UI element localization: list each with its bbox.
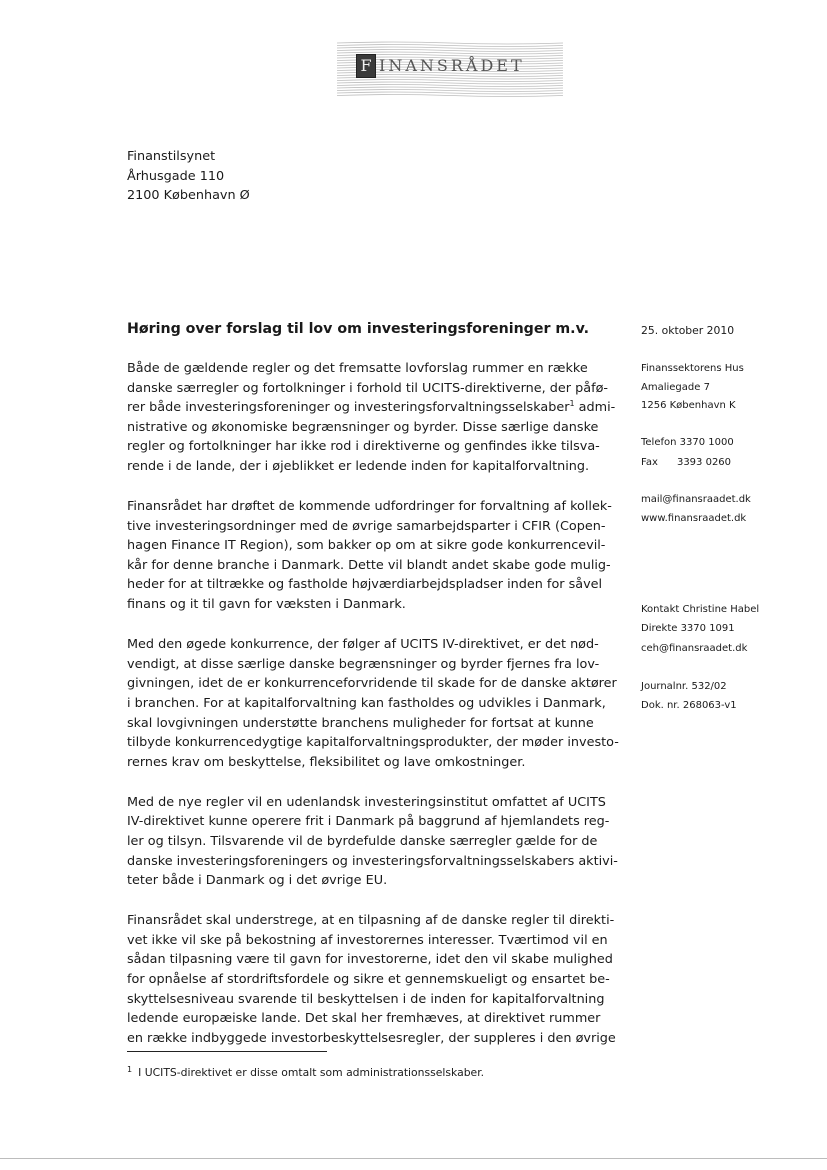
sender-address-line: Amaliegade 7 bbox=[641, 382, 710, 393]
sender-address-line: Finanssektorens Hus bbox=[641, 363, 744, 374]
body-line: ledende europæiske lande. Det skal her fremhæves, at direktivet rummer bbox=[127, 1011, 601, 1027]
document-number: Dok. nr. 268063-v1 bbox=[641, 700, 737, 711]
body-line: IV-direktivet kunne operere frit i Danmark på baggrund af hjemlandets reg- bbox=[127, 814, 610, 830]
recipient-line: 2100 København Ø bbox=[127, 188, 250, 203]
body-line: givningen, idet de er konkurrenceforvridende til skade for de danske aktører bbox=[127, 676, 617, 692]
body-line: vet ikke vil ske på bekostning af investorernes interesser. Tværtimod vil en bbox=[127, 932, 608, 948]
body-line: Med de nye regler vil en udenlandsk investeringsinstitut omfattet af UCITS bbox=[127, 794, 606, 810]
contact-direct-phone: Direkte 3370 1091 bbox=[641, 623, 735, 634]
footnote-text: I UCITS-direktivet er disse omtalt som administrationsselskaber. bbox=[138, 1066, 485, 1079]
body-paragraph bbox=[127, 635, 617, 772]
body-line: heder for at tiltrække og fastholde højværdiarbejdspladser inden for såvel bbox=[127, 577, 603, 593]
body-line: vendigt, at disse særlige danske begrænsninger og byrder fjernes fra lov- bbox=[127, 656, 600, 672]
sender-phone: Telefon 3370 1000 bbox=[641, 437, 734, 448]
body-line: kår for denne branche i Danmark. Dette vil blandt andet skabe gode mulig- bbox=[127, 557, 611, 573]
body-paragraph bbox=[127, 793, 617, 891]
footnote bbox=[127, 1066, 484, 1079]
body-paragraph bbox=[127, 911, 617, 1048]
body-line: danske særregler og fortolkninger i forhold til UCITS-direktiverne, der påfø- bbox=[127, 380, 609, 396]
footnote-divider bbox=[127, 1051, 327, 1052]
body-line: Både de gældende regler og det fremsatte lovforslag rummer en række bbox=[127, 361, 588, 376]
body-line: rer både investeringsforeninger og investeringsforvaltningsselskaber$^1$ admi- bbox=[127, 399, 616, 416]
sender-address-line: 1256 København K bbox=[641, 400, 736, 411]
body-line: sådan tilpasning være til gavn for investorerne, idet den vil skabe mulighed bbox=[127, 952, 613, 968]
body-line: en række indbyggede investorbeskyttelsesregler, der suppleres i den øvrige bbox=[127, 1030, 616, 1046]
body-line: hagen Finance IT Region), som bakker op om at sikre gode konkurrencevil- bbox=[127, 538, 606, 554]
logo-wordmark bbox=[356, 54, 525, 78]
body-line: finans og it til gavn for væksten i Danmark. bbox=[127, 597, 406, 613]
body-line: regler og fortolkninger har ikke rod i direktiverne og genfindes ikke tilsva- bbox=[127, 439, 600, 455]
body-line: Finansrådet skal understrege, at en tilpasning af de danske regler til direkti- bbox=[127, 913, 615, 929]
recipient-line: Århusgade 110 bbox=[127, 168, 225, 184]
footnote-number: 1 bbox=[127, 1065, 133, 1074]
sender-email: mail@finansraadet.dk bbox=[641, 494, 751, 505]
body-line: nistrative og økonomiske begrænsninger og byrder. Disse særlige danske bbox=[127, 419, 599, 435]
body-line: tive investeringsordninger med de øvrige samarbejdsparter i CFIR (Copen- bbox=[127, 518, 606, 534]
contact-email: ceh@finansraadet.dk bbox=[641, 643, 748, 654]
letter-date: 25. oktober 2010 bbox=[641, 324, 735, 337]
recipient-line: Finanstilsynet bbox=[127, 149, 216, 164]
body-line: rende i de lande, der i øjeblikket er ledende inden for kapitalforvaltning. bbox=[127, 458, 590, 474]
body-line: teter både i Danmark og i det øvrige EU. bbox=[127, 873, 388, 889]
letter-title: Høring over forslag til lov om investeringsforeninger m.v. bbox=[127, 321, 590, 337]
logo-name: INANSRÅDET bbox=[379, 56, 525, 75]
body-line: skal lovgivningen understøtte branchens muligheder for fortsat at kunne bbox=[127, 715, 594, 731]
letter-body bbox=[127, 359, 617, 1069]
recipient-address bbox=[127, 147, 250, 206]
logo-initial: F bbox=[356, 54, 376, 78]
sender-fax: Fax 3393 0260 bbox=[641, 457, 732, 468]
body-line: Med den øgede konkurrence, der følger af UCITS IV-direktivet, er det nød- bbox=[127, 637, 599, 653]
footnote-reference: 1 bbox=[569, 399, 575, 409]
body-line: tilbyde konkurrencedygtige kapitalforvaltningsprodukter, der møder investo- bbox=[127, 735, 619, 751]
contact-person: Kontakt Christine Habel bbox=[641, 604, 760, 615]
body-paragraph bbox=[127, 497, 617, 615]
body-line: skyttelsesniveau svarende til beskyttelsen i de inden for kapitalforvaltning bbox=[127, 991, 605, 1007]
body-paragraph bbox=[127, 359, 617, 477]
body-line: Finansrådet har drøftet de kommende udfordringer for forvaltning af kollek- bbox=[127, 499, 612, 515]
body-line: for opnåelse af stordriftsfordele og sikre et gennemskueligt og ensartet be- bbox=[127, 972, 610, 988]
journal-number: Journalnr. 532/02 bbox=[641, 681, 727, 692]
body-line: rernes krav om beskyttelse, fleksibilitet og lave omkostninger. bbox=[127, 754, 526, 770]
body-line: i branchen. For at kapitalforvaltning kan fastholdes og udvikles i Danmark, bbox=[127, 695, 606, 711]
body-line: danske investeringsforeningers og investeringsforvaltningsselskabers aktivi- bbox=[127, 853, 618, 869]
body-line: ler og tilsyn. Tilsvarende vil de byrdefulde danske særregler gælde for de bbox=[127, 833, 598, 849]
page-bottom-edge bbox=[0, 1158, 827, 1159]
sender-website: www.finansraadet.dk bbox=[641, 513, 747, 524]
